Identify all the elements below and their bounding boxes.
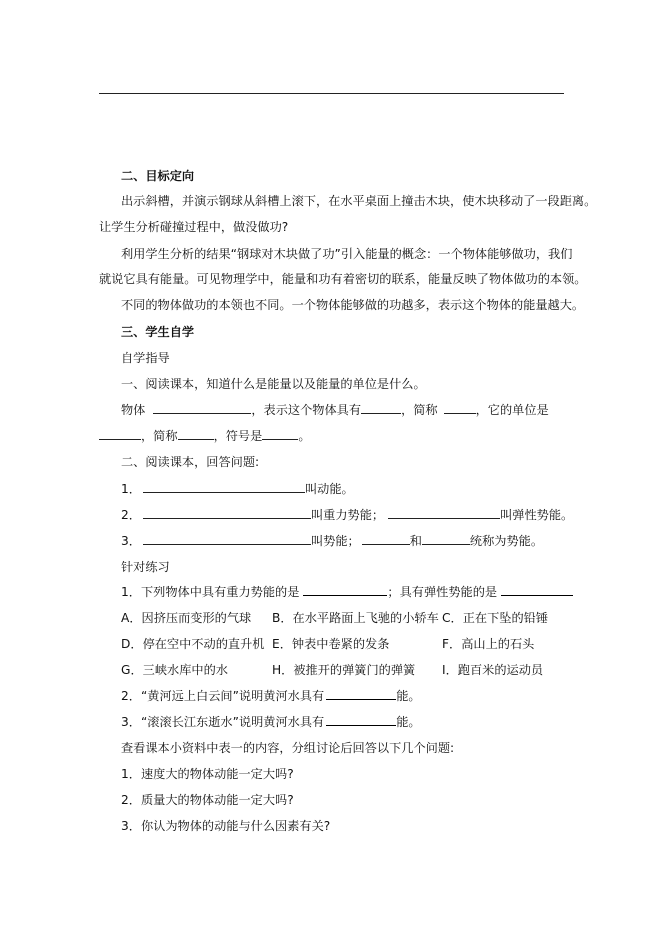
- q1-text-unit: ，它的单位是: [475, 403, 549, 417]
- question2-intro: 二、阅读课本，回答问题:: [121, 455, 260, 469]
- option-d: D．停在空中不动的直升机: [121, 637, 265, 651]
- discussion-intro: 查看课本小资料中表一的内容，分组讨论后回答以下几个问题:: [121, 741, 455, 755]
- option-h: H．被推开的弹簧门的弹簧: [272, 663, 416, 677]
- practice-q3: [121, 714, 421, 730]
- question2-item1: [121, 481, 354, 497]
- practice-q1-gravity: 1．下列物体中具有重力势能的是: [121, 585, 300, 599]
- fill-blank[interactable]: [262, 428, 298, 440]
- discussion-q2: 2．质量大的物体动能一定大吗?: [121, 793, 294, 807]
- option-b: B．在水平路面上飞驰的小轿车: [272, 611, 439, 625]
- q1-text-abbr2: ，简称: [141, 429, 178, 443]
- fill-blank[interactable]: [361, 402, 401, 414]
- item2-text-elastic: 叫弹性势能。: [500, 508, 574, 522]
- fill-blank[interactable]: [143, 481, 305, 493]
- practice-heading: 针对练习: [121, 560, 170, 574]
- paragraph-demo-line1: 出示斜槽，并演示钢球从斜槽上滚下，在水平桌面上撞击木块，使木块移动了一段距离。: [121, 194, 597, 208]
- item1-text: 叫动能。: [304, 482, 354, 496]
- option-a: A．因挤压而变形的气球: [121, 611, 252, 625]
- fill-blank[interactable]: [362, 533, 410, 545]
- fill-blank[interactable]: [99, 428, 141, 440]
- fill-blank[interactable]: [153, 402, 251, 414]
- option-c: C．正在下坠的铅锤: [442, 611, 549, 625]
- fill-blank[interactable]: [388, 507, 500, 519]
- option-i: I．跑百米的运动员: [442, 663, 544, 677]
- item3-text-and: 和: [409, 534, 422, 548]
- question1-fill-line1: [121, 402, 549, 418]
- question1-intro: 一、阅读课本，知道什么是能量以及能量的单位是什么。: [121, 377, 426, 391]
- q1-text-object: 物体: [121, 403, 146, 417]
- practice-q1-elastic: ；具有弹性势能的是: [387, 585, 498, 599]
- item3-text-potential: 叫势能；: [310, 534, 360, 548]
- discussion-q1: 1．速度大的物体动能一定大吗?: [121, 767, 294, 781]
- practice-q3-text: 3．“滚滚长江东逝水”说明黄河水具有: [121, 715, 325, 729]
- fill-blank[interactable]: [143, 533, 311, 545]
- practice-q2: [121, 688, 421, 704]
- fill-blank[interactable]: [326, 714, 396, 726]
- q1-text-end: 。: [298, 429, 311, 443]
- paragraph-work-ability: 不同的物体做功的本领也不同。一个物体能够做的功越多，表示这个物体的能量越大。: [121, 298, 585, 312]
- question2-item3: [121, 533, 543, 549]
- paragraph-energy-line2: 就说它具有能量。可见物理学中，能量和功有着密切的联系，能量反映了物体做功的本领。: [99, 272, 587, 286]
- question2-item2: [121, 507, 573, 523]
- header-rule: [99, 93, 564, 94]
- paragraph-energy-line1: 利用学生分析的结果“钢球对木块做了功”引入能量的概念：一个物体能够做功，我们: [121, 247, 573, 261]
- fill-blank[interactable]: [303, 584, 387, 596]
- fill-blank[interactable]: [422, 533, 470, 545]
- section-heading-goal: 二、目标定向: [121, 169, 195, 183]
- item-number: 2．: [121, 508, 141, 522]
- item2-text-gravity: 叫重力势能；: [310, 508, 385, 522]
- practice-q3-end: 能。: [396, 715, 421, 729]
- practice-q2-end: 能。: [396, 689, 421, 703]
- discussion-q3: 3．你认为物体的动能与什么因素有关?: [121, 819, 331, 833]
- fill-blank[interactable]: [178, 428, 214, 440]
- option-f: F．高山上的石头: [442, 637, 535, 651]
- fill-blank[interactable]: [326, 688, 396, 700]
- q1-text-has: ，表示这个物体具有: [251, 403, 362, 417]
- question1-fill-line2: [99, 428, 311, 444]
- item-number: 1．: [121, 482, 141, 496]
- option-g: G．三峡水库中的水: [121, 663, 228, 677]
- practice-q1: [121, 584, 573, 600]
- paragraph-demo-line2: 让学生分析碰撞过程中，做没做功?: [99, 220, 289, 234]
- item3-text-collective: 统称为势能。: [469, 534, 544, 548]
- item-number: 3．: [121, 534, 141, 548]
- option-e: E．钟表中卷紧的发条: [272, 637, 390, 651]
- practice-q2-text: 2．“黄河远上白云间”说明黄河水具有: [121, 689, 325, 703]
- fill-blank[interactable]: [143, 507, 311, 519]
- q1-text-abbr: ，简称: [401, 403, 438, 417]
- section-heading-selfstudy: 三、学生自学: [121, 325, 195, 339]
- fill-blank[interactable]: [444, 402, 476, 414]
- selfstudy-guide-label: 自学指导: [121, 351, 170, 365]
- fill-blank[interactable]: [501, 584, 573, 596]
- q1-text-symbol: ，符号是: [213, 429, 263, 443]
